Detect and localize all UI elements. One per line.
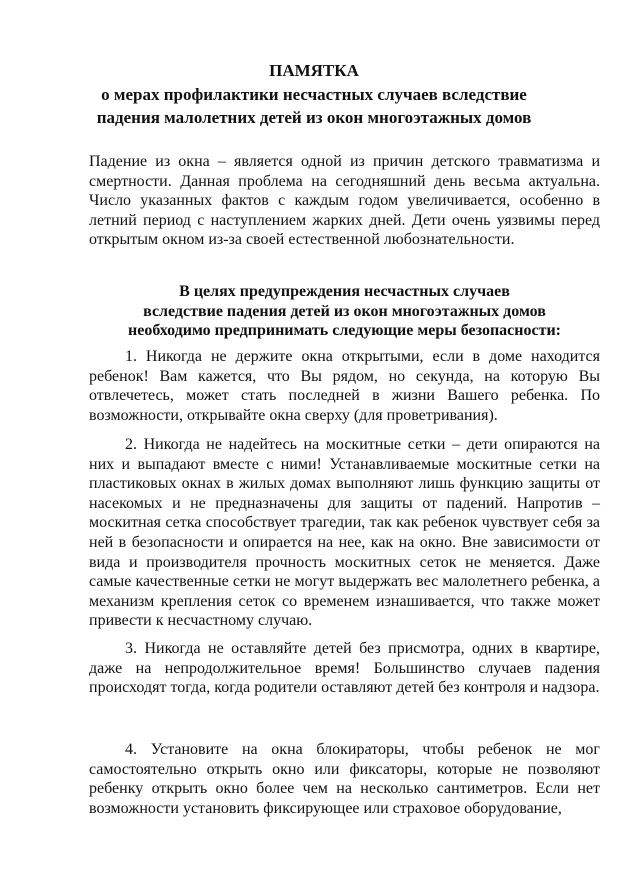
document-subtitle-line-1: о мерах профилактики несчастных случаев вследствие <box>101 85 527 104</box>
safety-item-1: 1. Никогда не держите окна открытыми, если в доме находится ребенок! Вам кажется, что Вы рядом, но секунда, на которую Вы отвлечетесь, может стать последней в жизни Вашего ребенка. По возможности, открывайте окна сверху (для проветривания). <box>89 348 600 424</box>
safety-item-3: 3. Никогда не оставляйте детей без присмотра, одних в квартире, даже на непродолжительное время! Большинство случаев падения происходят тогда, когда родители оставляют детей без контроля и надзора. <box>89 640 600 697</box>
safety-heading-line-3: необходимо предпринимать следующие меры безопасности: <box>128 322 561 340</box>
safety-measures-heading <box>89 282 600 341</box>
safety-heading-line-2: вследствие падения детей из окон многоэтажных домов <box>143 302 546 320</box>
document-title: ПАМЯТКА <box>269 61 359 80</box>
safety-item-4: 4. Установите на окна блокираторы, чтобы ребенок не мог самостоятельно открыть окно или фиксаторы, которые не позволяют ребенку открыть окно более чем на несколько сантиметров. Если нет возможности установить фиксирующее или страховое оборудование, <box>89 741 600 817</box>
safety-heading-line-1: В целях предупреждения несчастных случаев <box>179 283 510 300</box>
document-subtitle-line-2: падения малолетних детей из окон многоэтажных домов <box>96 108 532 127</box>
safety-item-2: 2. Никогда не надейтесь на москитные сетки – дети опираются на них и выпадают вместе с ними! Устанавливаемые москитные сетки на пластиковых окнах в жилых домах выполняют лишь функцию защиты от насекомых и не предназначены для защиты от падений. Напротив – москитная сетка способствует трагедии, так как ребенок чувствует себя за ней в безопасности и опирается на нее, как на окно. Вне зависимости от вида и производителя прочность москитных сеток не меняется. Даже самые качественные сетки не могут выдержать вес малолетнего ребенка, а механизм крепления сеток со временем изнашивается, что также может привести к несчастному случаю. <box>89 436 600 630</box>
intro-paragraph: Падение из окна – является одной из причин детского травматизма и смертности. Данная проблема на сегодняшний день весьма актуальна. Число указанных фактов с каждым годом увеличивается, особенно в летний период с наступлением жарких дней. Дети очень уязвимы перед открытым окном из-за своей естественной любознательности. <box>89 153 600 249</box>
